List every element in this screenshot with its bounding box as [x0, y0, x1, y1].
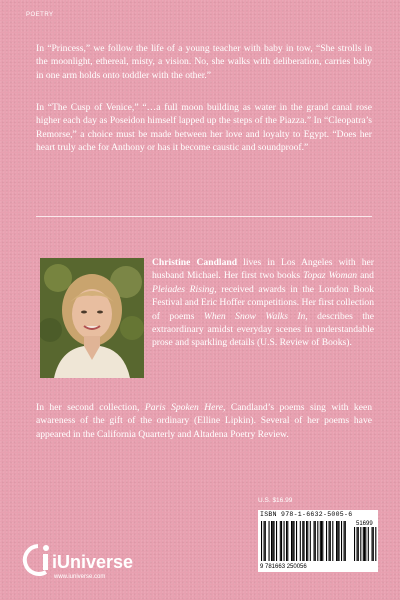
barcode-bar [302, 521, 303, 561]
barcode-bar [269, 521, 270, 561]
barcode-bar [360, 527, 361, 561]
barcode-bar [341, 521, 342, 561]
barcode-bar [322, 521, 323, 561]
barcode-bar [329, 521, 330, 561]
barcode-bar [296, 521, 297, 561]
barcode-bar [291, 521, 292, 561]
barcode-bar [345, 521, 346, 561]
barcode-bar [363, 527, 364, 561]
divider-line [36, 216, 372, 217]
barcode-bar [375, 527, 376, 561]
barcode-bar [306, 521, 307, 561]
barcode-bar [357, 527, 358, 561]
barcode-bar [372, 527, 373, 561]
barcode-bar [337, 521, 338, 561]
barcode-bar [368, 527, 369, 561]
book-title-pleiades-rising: Pleiades Rising, [152, 283, 217, 295]
book-title-when-snow-walks-in: When Snow Walks In, [203, 310, 308, 322]
book-title-topaz-woman: Topaz Woman [303, 270, 358, 282]
barcode-bar [300, 521, 301, 561]
ean-digits: 9 781663 250056 [260, 564, 307, 570]
barcode-bar [281, 521, 282, 561]
barcode-bar [304, 521, 305, 561]
price-supplement: 51699 [356, 521, 373, 527]
barcode-bar [330, 521, 331, 561]
bio-text-4: describes the extraordinary amidst everyday scenes in understandable prose and sparkling details (U.S. Review of Books). [152, 310, 374, 349]
blurb-paragraph-venice: In “The Cusp of Venice,” “…a full moon building as water in the grand canal rose higher each day as Poseidon himself lapped up the steps of the Piazza.” In “Cleopatra’s Remorse,” a choice must be made between her love and loyalty to Egypt. “Does her heart truly ache for Anthony or has it become caustic and soundproof.” [36, 102, 372, 154]
barcode-bar [292, 521, 293, 561]
barcode-bar [264, 521, 265, 561]
barcode-bar [332, 521, 333, 561]
barcode-icon [258, 519, 378, 567]
barcode-bar [320, 521, 321, 561]
barcode-bar [286, 521, 287, 561]
barcode-bar [373, 527, 374, 561]
author-name: Christine Candland [152, 257, 238, 268]
barcode-bar [265, 521, 266, 561]
publisher-name: iUniverse [52, 552, 134, 572]
blurb-paragraph-princess: In “Princess,” we follow the life of a young teacher with baby in tow, “She strolls in the moonlight, ethereal, misty, a vision. No, she walks with deliberation, carries baby in one arm holds onto toddler with the other.” [36, 43, 372, 81]
bio-text-1: lives in Los Angeles with her husband Michael. Her first two books [152, 257, 375, 282]
closing-text-2: Candland’s poems sing with keen awareness of the gift of the ordinary (Elline Lipkin). Several of her poems have appeared in the California Quarterly and Altadena Poetry Review. [36, 402, 373, 440]
barcode-bar [284, 521, 285, 561]
barcode-bar [339, 521, 340, 561]
barcode [258, 510, 378, 572]
barcode-bar [294, 521, 295, 561]
author-portrait-icon [40, 258, 144, 378]
barcode-bar [315, 521, 316, 561]
barcode-bar [354, 527, 355, 561]
barcode-bar [280, 521, 281, 561]
barcode-bar [344, 521, 345, 561]
barcode-bar [358, 527, 359, 561]
iuniverse-logo-icon [22, 540, 162, 584]
publisher-url: www.iuniverse.com [54, 574, 106, 580]
bio-text-3: received awards in the London Book Festival and Eric Hoffer competitions. Her first collection of poems [152, 283, 375, 322]
closing-paragraph [36, 401, 372, 441]
barcode-bar [326, 521, 327, 561]
barcode-bar [274, 521, 275, 561]
author-photo [40, 258, 144, 378]
barcode-bar [271, 521, 272, 561]
iuniverse-logo [22, 540, 162, 584]
closing-text-1: In her second collection, [36, 402, 145, 413]
barcode-bar [261, 521, 262, 561]
barcode-bar [336, 521, 337, 561]
barcode-bar [272, 521, 273, 561]
isbn-label: ISBN 978-1-6632-5005-6 [260, 511, 353, 518]
barcode-bar [310, 521, 311, 561]
barcode-bar [321, 521, 322, 561]
barcode-bar [276, 521, 277, 561]
barcode-bar [317, 521, 318, 561]
price-label: U.S. $16.99 [258, 497, 293, 504]
barcode-bar [314, 521, 315, 561]
author-bio [152, 256, 374, 350]
barcode-bar [365, 527, 366, 561]
barcode-bar [364, 527, 365, 561]
barcode-bar [287, 521, 288, 561]
genre-label: POETRY [26, 12, 54, 18]
book-title-paris-spoken-here: Paris Spoken Here, [144, 402, 226, 413]
barcode-bar [307, 521, 308, 561]
bio-text-2: and [357, 270, 374, 282]
